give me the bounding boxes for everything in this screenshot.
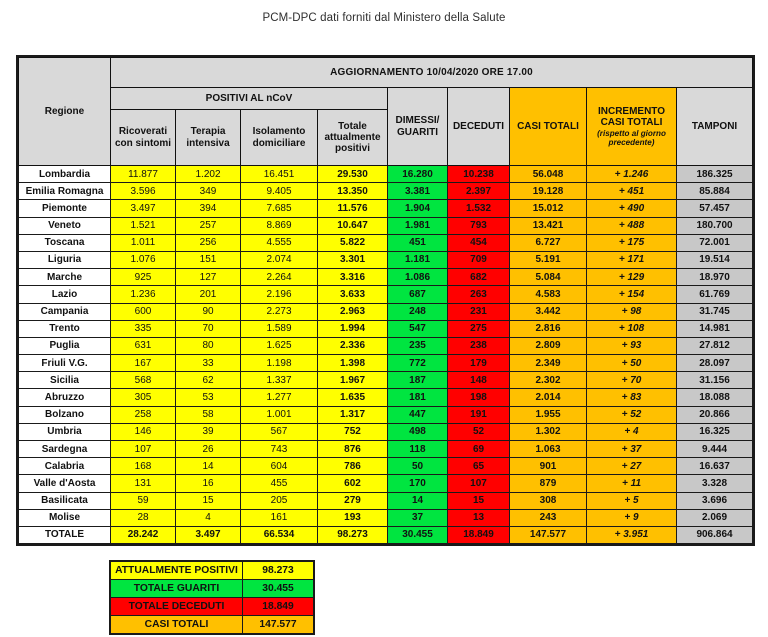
cell-ricoverati: 1.011 xyxy=(111,234,176,251)
cell-tamponi: 16.325 xyxy=(677,423,753,440)
cell-deceduti: 2.397 xyxy=(448,183,510,200)
cell-regione: TOTALE xyxy=(19,526,111,543)
cell-casi-totali: 1.302 xyxy=(510,423,587,440)
cell-dimessi: 772 xyxy=(388,355,448,372)
covid-data-table-container xyxy=(18,57,752,544)
cell-totale-positivi: 1.967 xyxy=(318,372,388,389)
header-regione: Regione xyxy=(19,58,111,166)
cell-tamponi: 31.745 xyxy=(677,303,753,320)
cell-incremento: + 4 xyxy=(587,423,677,440)
cell-terapia: 58 xyxy=(176,406,241,423)
header-aggiornamento: AGGIORNAMENTO 10/04/2020 ORE 17.00 xyxy=(111,58,753,88)
cell-casi-totali: 2.014 xyxy=(510,389,587,406)
cell-casi-totali: 2.302 xyxy=(510,372,587,389)
cell-incremento: + 93 xyxy=(587,337,677,354)
cell-ricoverati: 168 xyxy=(111,458,176,475)
cell-incremento: + 27 xyxy=(587,458,677,475)
cell-dimessi: 37 xyxy=(388,509,448,526)
table-row xyxy=(19,492,753,509)
cell-totale-positivi: 2.963 xyxy=(318,303,388,320)
cell-deceduti: 65 xyxy=(448,458,510,475)
cell-ricoverati: 28.242 xyxy=(111,526,176,543)
cell-totale-positivi: 1.994 xyxy=(318,320,388,337)
table-row xyxy=(19,320,753,337)
cell-casi-totali: 6.727 xyxy=(510,234,587,251)
table-row xyxy=(19,337,753,354)
table-row xyxy=(19,303,753,320)
cell-terapia: 26 xyxy=(176,441,241,458)
cell-totale-positivi: 10.647 xyxy=(318,217,388,234)
cell-dimessi: 1.181 xyxy=(388,251,448,268)
summary-row xyxy=(111,616,314,634)
cell-casi-totali: 5.084 xyxy=(510,269,587,286)
cell-deceduti: 69 xyxy=(448,441,510,458)
cell-casi-totali: 13.421 xyxy=(510,217,587,234)
covid-data-table xyxy=(18,57,753,544)
cell-ricoverati: 1.236 xyxy=(111,286,176,303)
cell-ricoverati: 3.497 xyxy=(111,200,176,217)
cell-ricoverati: 568 xyxy=(111,372,176,389)
cell-ricoverati: 3.596 xyxy=(111,183,176,200)
cell-regione: Sardegna xyxy=(19,441,111,458)
cell-isolamento: 1.198 xyxy=(241,355,318,372)
cell-terapia: 349 xyxy=(176,183,241,200)
header-isolamento-domiciliare: Isolamento domiciliare xyxy=(241,110,318,166)
cell-terapia: 14 xyxy=(176,458,241,475)
table-row xyxy=(19,251,753,268)
cell-casi-totali: 15.012 xyxy=(510,200,587,217)
cell-totale-positivi: 786 xyxy=(318,458,388,475)
cell-isolamento: 2.273 xyxy=(241,303,318,320)
cell-terapia: 16 xyxy=(176,475,241,492)
cell-totale-positivi: 3.301 xyxy=(318,251,388,268)
cell-casi-totali: 147.577 xyxy=(510,526,587,543)
cell-incremento: + 52 xyxy=(587,406,677,423)
cell-incremento: + 154 xyxy=(587,286,677,303)
cell-regione: Trento xyxy=(19,320,111,337)
cell-dimessi: 687 xyxy=(388,286,448,303)
cell-incremento: + 37 xyxy=(587,441,677,458)
cell-tamponi: 85.884 xyxy=(677,183,753,200)
summary-row xyxy=(111,580,314,598)
cell-tamponi: 180.700 xyxy=(677,217,753,234)
cell-tamponi: 186.325 xyxy=(677,166,753,183)
cell-isolamento: 2.196 xyxy=(241,286,318,303)
cell-incremento: + 490 xyxy=(587,200,677,217)
cell-terapia: 90 xyxy=(176,303,241,320)
cell-ricoverati: 59 xyxy=(111,492,176,509)
table-row xyxy=(19,217,753,234)
cell-ricoverati: 131 xyxy=(111,475,176,492)
cell-tamponi: 906.864 xyxy=(677,526,753,543)
cell-tamponi: 61.769 xyxy=(677,286,753,303)
cell-casi-totali: 308 xyxy=(510,492,587,509)
cell-totale-positivi: 29.530 xyxy=(318,166,388,183)
cell-incremento: + 129 xyxy=(587,269,677,286)
table-row xyxy=(19,423,753,440)
header-deceduti: DECEDUTI xyxy=(448,88,510,166)
cell-ricoverati: 167 xyxy=(111,355,176,372)
cell-tamponi: 18.088 xyxy=(677,389,753,406)
cell-dimessi: 181 xyxy=(388,389,448,406)
header-dimessi-guariti: DIMESSI/ GUARITI xyxy=(388,88,448,166)
cell-deceduti: 709 xyxy=(448,251,510,268)
cell-totale-positivi: 279 xyxy=(318,492,388,509)
cell-deceduti: 682 xyxy=(448,269,510,286)
header-incremento-casi-totali xyxy=(587,88,677,166)
cell-terapia: 33 xyxy=(176,355,241,372)
cell-ricoverati: 335 xyxy=(111,320,176,337)
cell-totale-positivi: 5.822 xyxy=(318,234,388,251)
cell-terapia: 15 xyxy=(176,492,241,509)
cell-tamponi: 16.637 xyxy=(677,458,753,475)
cell-casi-totali: 2.809 xyxy=(510,337,587,354)
cell-isolamento: 1.625 xyxy=(241,337,318,354)
cell-isolamento: 567 xyxy=(241,423,318,440)
cell-isolamento: 9.405 xyxy=(241,183,318,200)
cell-casi-totali: 901 xyxy=(510,458,587,475)
cell-tamponi: 20.866 xyxy=(677,406,753,423)
cell-terapia: 62 xyxy=(176,372,241,389)
cell-deceduti: 191 xyxy=(448,406,510,423)
cell-regione: Molise xyxy=(19,509,111,526)
table-row-totale xyxy=(19,526,753,543)
cell-casi-totali: 2.816 xyxy=(510,320,587,337)
cell-regione: Emilia Romagna xyxy=(19,183,111,200)
cell-terapia: 70 xyxy=(176,320,241,337)
cell-regione: Veneto xyxy=(19,217,111,234)
cell-tamponi: 3.328 xyxy=(677,475,753,492)
cell-casi-totali: 3.442 xyxy=(510,303,587,320)
cell-totale-positivi: 752 xyxy=(318,423,388,440)
cell-dimessi: 16.280 xyxy=(388,166,448,183)
cell-tamponi: 2.069 xyxy=(677,509,753,526)
cell-isolamento: 7.685 xyxy=(241,200,318,217)
cell-incremento: + 70 xyxy=(587,372,677,389)
cell-ricoverati: 925 xyxy=(111,269,176,286)
cell-casi-totali: 4.583 xyxy=(510,286,587,303)
cell-deceduti: 15 xyxy=(448,492,510,509)
cell-incremento: + 3.951 xyxy=(587,526,677,543)
cell-terapia: 80 xyxy=(176,337,241,354)
cell-regione: Liguria xyxy=(19,251,111,268)
cell-tamponi: 14.981 xyxy=(677,320,753,337)
table-row xyxy=(19,441,753,458)
cell-dimessi: 447 xyxy=(388,406,448,423)
table-row xyxy=(19,372,753,389)
table-row xyxy=(19,269,753,286)
header-totale-attualmente-positivi: Totale attualmente positivi xyxy=(318,110,388,166)
table-header xyxy=(19,58,753,166)
cell-dimessi: 50 xyxy=(388,458,448,475)
cell-deceduti: 231 xyxy=(448,303,510,320)
cell-totale-positivi: 602 xyxy=(318,475,388,492)
cell-isolamento: 16.451 xyxy=(241,166,318,183)
table-body xyxy=(19,166,753,544)
cell-incremento: + 488 xyxy=(587,217,677,234)
page-title: PCM-DPC dati forniti dal Ministero della Salute xyxy=(262,12,506,24)
cell-isolamento: 2.074 xyxy=(241,251,318,268)
cell-dimessi: 187 xyxy=(388,372,448,389)
cell-terapia: 127 xyxy=(176,269,241,286)
cell-ricoverati: 305 xyxy=(111,389,176,406)
cell-dimessi: 170 xyxy=(388,475,448,492)
cell-tamponi: 19.514 xyxy=(677,251,753,268)
cell-deceduti: 52 xyxy=(448,423,510,440)
cell-casi-totali: 56.048 xyxy=(510,166,587,183)
cell-dimessi: 547 xyxy=(388,320,448,337)
cell-incremento: + 83 xyxy=(587,389,677,406)
table-row xyxy=(19,406,753,423)
cell-terapia: 1.202 xyxy=(176,166,241,183)
summary-table xyxy=(110,561,314,634)
summary-value: 147.577 xyxy=(243,616,314,634)
table-row xyxy=(19,166,753,183)
cell-totale-positivi: 11.576 xyxy=(318,200,388,217)
cell-tamponi: 9.444 xyxy=(677,441,753,458)
cell-ricoverati: 631 xyxy=(111,337,176,354)
cell-tamponi: 3.696 xyxy=(677,492,753,509)
header-incremento-main: INCREMENTO CASI TOTALI xyxy=(597,105,666,128)
cell-casi-totali: 2.349 xyxy=(510,355,587,372)
cell-isolamento: 161 xyxy=(241,509,318,526)
cell-incremento: + 171 xyxy=(587,251,677,268)
cell-ricoverati: 146 xyxy=(111,423,176,440)
summary-value: 30.455 xyxy=(243,580,314,598)
cell-totale-positivi: 193 xyxy=(318,509,388,526)
cell-casi-totali: 879 xyxy=(510,475,587,492)
cell-casi-totali: 5.191 xyxy=(510,251,587,268)
cell-totale-positivi: 1.317 xyxy=(318,406,388,423)
cell-deceduti: 263 xyxy=(448,286,510,303)
cell-regione: Toscana xyxy=(19,234,111,251)
summary-row xyxy=(111,598,314,616)
table-row xyxy=(19,286,753,303)
cell-deceduti: 13 xyxy=(448,509,510,526)
cell-deceduti: 107 xyxy=(448,475,510,492)
cell-deceduti: 238 xyxy=(448,337,510,354)
table-row xyxy=(19,200,753,217)
cell-incremento: + 50 xyxy=(587,355,677,372)
table-row xyxy=(19,355,753,372)
cell-isolamento: 1.001 xyxy=(241,406,318,423)
cell-totale-positivi: 3.316 xyxy=(318,269,388,286)
cell-regione: Valle d'Aosta xyxy=(19,475,111,492)
cell-ricoverati: 1.076 xyxy=(111,251,176,268)
cell-dimessi: 1.086 xyxy=(388,269,448,286)
cell-dimessi: 1.904 xyxy=(388,200,448,217)
cell-incremento: + 98 xyxy=(587,303,677,320)
cell-regione: Lombardia xyxy=(19,166,111,183)
header-row-aggiornamento xyxy=(19,58,753,88)
cell-terapia: 257 xyxy=(176,217,241,234)
cell-deceduti: 1.532 xyxy=(448,200,510,217)
cell-regione: Lazio xyxy=(19,286,111,303)
cell-casi-totali: 1.955 xyxy=(510,406,587,423)
table-row xyxy=(19,475,753,492)
cell-casi-totali: 19.128 xyxy=(510,183,587,200)
summary-label: TOTALE DECEDUTI xyxy=(111,598,243,616)
cell-incremento: + 11 xyxy=(587,475,677,492)
cell-terapia: 39 xyxy=(176,423,241,440)
cell-regione: Bolzano xyxy=(19,406,111,423)
summary-label: TOTALE GUARITI xyxy=(111,580,243,598)
cell-totale-positivi: 2.336 xyxy=(318,337,388,354)
cell-isolamento: 604 xyxy=(241,458,318,475)
cell-dimessi: 14 xyxy=(388,492,448,509)
header-casi-totali: CASI TOTALI xyxy=(510,88,587,166)
cell-regione: Umbria xyxy=(19,423,111,440)
cell-regione: Puglia xyxy=(19,337,111,354)
cell-incremento: + 9 xyxy=(587,509,677,526)
cell-deceduti: 793 xyxy=(448,217,510,234)
cell-deceduti: 275 xyxy=(448,320,510,337)
cell-regione: Abruzzo xyxy=(19,389,111,406)
cell-ricoverati: 107 xyxy=(111,441,176,458)
cell-dimessi: 3.381 xyxy=(388,183,448,200)
cell-isolamento: 4.555 xyxy=(241,234,318,251)
cell-totale-positivi: 1.398 xyxy=(318,355,388,372)
cell-dimessi: 235 xyxy=(388,337,448,354)
cell-regione: Basilicata xyxy=(19,492,111,509)
cell-totale-positivi: 98.273 xyxy=(318,526,388,543)
table-row xyxy=(19,389,753,406)
cell-incremento: + 1.246 xyxy=(587,166,677,183)
header-ricoverati-con-sintomi: Ricoverati con sintomi xyxy=(111,110,176,166)
summary-label: ATTUALMENTE POSITIVI xyxy=(111,562,243,580)
cell-deceduti: 10.238 xyxy=(448,166,510,183)
cell-regione: Calabria xyxy=(19,458,111,475)
cell-ricoverati: 11.877 xyxy=(111,166,176,183)
cell-isolamento: 1.277 xyxy=(241,389,318,406)
cell-deceduti: 179 xyxy=(448,355,510,372)
header-tamponi: TAMPONI xyxy=(677,88,753,166)
cell-ricoverati: 600 xyxy=(111,303,176,320)
cell-isolamento: 1.589 xyxy=(241,320,318,337)
cell-isolamento: 455 xyxy=(241,475,318,492)
summary-legend-box xyxy=(110,561,313,634)
cell-tamponi: 57.457 xyxy=(677,200,753,217)
summary-row xyxy=(111,562,314,580)
cell-isolamento: 205 xyxy=(241,492,318,509)
cell-ricoverati: 258 xyxy=(111,406,176,423)
cell-tamponi: 72.001 xyxy=(677,234,753,251)
cell-ricoverati: 1.521 xyxy=(111,217,176,234)
cell-regione: Marche xyxy=(19,269,111,286)
cell-dimessi: 30.455 xyxy=(388,526,448,543)
cell-incremento: + 5 xyxy=(587,492,677,509)
cell-terapia: 201 xyxy=(176,286,241,303)
cell-totale-positivi: 13.350 xyxy=(318,183,388,200)
cell-dimessi: 498 xyxy=(388,423,448,440)
cell-dimessi: 451 xyxy=(388,234,448,251)
cell-isolamento: 66.534 xyxy=(241,526,318,543)
cell-incremento: + 451 xyxy=(587,183,677,200)
header-terapia-intensiva: Terapia intensiva xyxy=(176,110,241,166)
cell-isolamento: 1.337 xyxy=(241,372,318,389)
cell-totale-positivi: 1.635 xyxy=(318,389,388,406)
table-row xyxy=(19,183,753,200)
summary-table-body xyxy=(111,562,314,634)
cell-deceduti: 18.849 xyxy=(448,526,510,543)
header-row-groups xyxy=(19,88,753,110)
cell-regione: Friuli V.G. xyxy=(19,355,111,372)
cell-deceduti: 454 xyxy=(448,234,510,251)
cell-totale-positivi: 876 xyxy=(318,441,388,458)
cell-incremento: + 175 xyxy=(587,234,677,251)
cell-isolamento: 8.869 xyxy=(241,217,318,234)
cell-terapia: 256 xyxy=(176,234,241,251)
cell-casi-totali: 1.063 xyxy=(510,441,587,458)
cell-tamponi: 27.812 xyxy=(677,337,753,354)
cell-terapia: 3.497 xyxy=(176,526,241,543)
cell-totale-positivi: 3.633 xyxy=(318,286,388,303)
table-row xyxy=(19,458,753,475)
cell-deceduti: 148 xyxy=(448,372,510,389)
cell-dimessi: 1.981 xyxy=(388,217,448,234)
cell-terapia: 53 xyxy=(176,389,241,406)
cell-tamponi: 18.970 xyxy=(677,269,753,286)
cell-deceduti: 198 xyxy=(448,389,510,406)
cell-isolamento: 2.264 xyxy=(241,269,318,286)
cell-isolamento: 743 xyxy=(241,441,318,458)
cell-regione: Sicilia xyxy=(19,372,111,389)
summary-label: CASI TOTALI xyxy=(111,616,243,634)
cell-regione: Campania xyxy=(19,303,111,320)
cell-dimessi: 118 xyxy=(388,441,448,458)
summary-value: 18.849 xyxy=(243,598,314,616)
cell-tamponi: 31.156 xyxy=(677,372,753,389)
table-row xyxy=(19,234,753,251)
cell-ricoverati: 28 xyxy=(111,509,176,526)
cell-tamponi: 28.097 xyxy=(677,355,753,372)
cell-terapia: 4 xyxy=(176,509,241,526)
cell-casi-totali: 243 xyxy=(510,509,587,526)
cell-terapia: 151 xyxy=(176,251,241,268)
header-incremento-note: (rispetto al giorno precedente) xyxy=(597,128,666,148)
summary-value: 98.273 xyxy=(243,562,314,580)
table-row xyxy=(19,509,753,526)
cell-regione: Piemonte xyxy=(19,200,111,217)
cell-incremento: + 108 xyxy=(587,320,677,337)
cell-terapia: 394 xyxy=(176,200,241,217)
header-positivi-group: POSITIVI AL nCoV xyxy=(111,88,388,110)
cell-dimessi: 248 xyxy=(388,303,448,320)
